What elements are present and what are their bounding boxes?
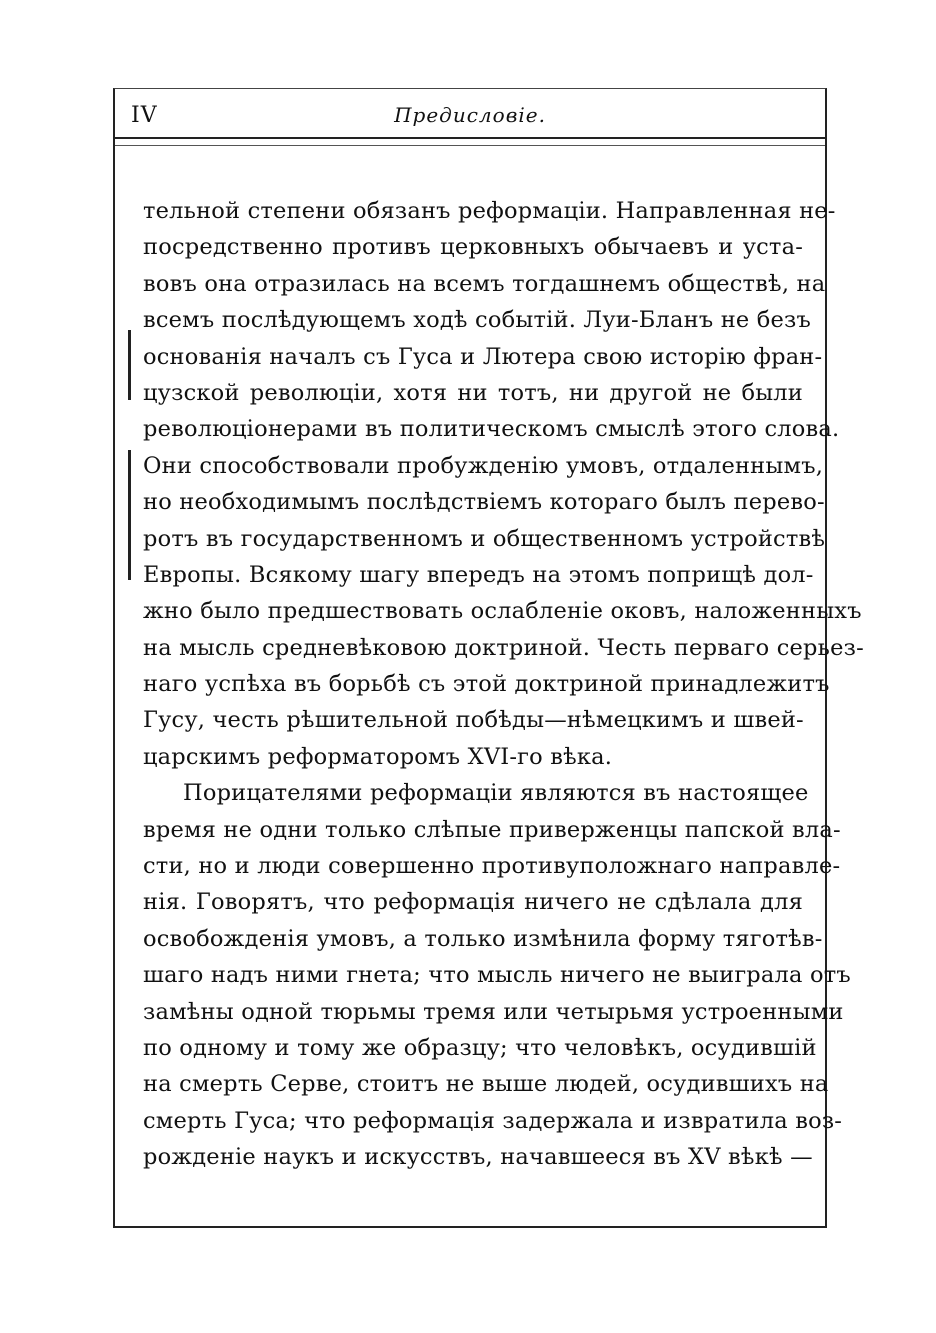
header-rule-thin bbox=[115, 145, 825, 146]
text-line: шаго надъ ними гнета; что мысль ничего не выиграла отъ bbox=[143, 962, 851, 989]
running-title: Предисловіе. bbox=[394, 103, 546, 127]
margin-mark-upper bbox=[128, 330, 131, 400]
text-line: Гусу, честь рѣшительной побѣды—нѣмецкимъ и швей- bbox=[143, 707, 804, 734]
page-header bbox=[115, 89, 825, 137]
text-line: революціонерами въ политическомъ смыслѣ этого слова. bbox=[143, 416, 840, 443]
page-frame bbox=[113, 88, 864, 1228]
text-line: Европы. Всякому шагу впередъ на этомъ поприщѣ дол- bbox=[143, 561, 814, 588]
text-line: время не одни только слѣпые приверженцы папской вла- bbox=[143, 816, 841, 843]
text-line: сти, но и люди совершенно противуположнаго направле- bbox=[143, 853, 841, 880]
text-line: но необходимымъ послѣдствіемъ котораго былъ перево- bbox=[143, 489, 825, 516]
text-line: вовъ она отразилась на всемъ тогдашнемъ обществѣ, на bbox=[143, 270, 826, 297]
text-line: основанія началъ съ Гуса и Лютера свою исторію фран- bbox=[143, 343, 823, 370]
text-line: замѣны одной тюрьмы тремя или четырьмя устроенными bbox=[143, 998, 844, 1025]
text-line: освобожденія умовъ, а только измѣнила форму тяготѣв- bbox=[143, 925, 823, 952]
text-line: царскимъ реформаторомъ XVI-го вѣка. bbox=[143, 743, 613, 770]
text-line: смерть Гуса; что реформація задержала и извратила воз- bbox=[143, 1107, 843, 1134]
text-line: рожденіе наукъ и искусствъ, начавшееся въ XV вѣкѣ — bbox=[143, 1144, 813, 1171]
text-line: Они способствовали пробужденію умовъ, отдаленнымъ, bbox=[143, 452, 824, 479]
text-line: наго успѣха въ борьбѣ съ этой доктриной принадлежитъ bbox=[143, 671, 830, 698]
text-line: на мысль средневѣковою доктриной. Честь перваго серьез- bbox=[143, 634, 864, 661]
text-line: ротъ въ государственномъ и общественномъ устройствѣ bbox=[143, 525, 826, 552]
margin-mark-lower bbox=[128, 450, 131, 580]
bottom-rule bbox=[115, 1226, 825, 1228]
page-number: IV bbox=[131, 103, 158, 128]
text-line: нія. Говорятъ, что реформація ничего не сдѣлала для bbox=[143, 889, 803, 916]
text-line: Порицателями реформаціи являются въ настоящее bbox=[183, 780, 809, 807]
text-line: всемъ послѣдующемъ ходѣ событій. Луи-Бланъ не безъ bbox=[143, 307, 812, 334]
text-line: тельной степени обязанъ реформаціи. Направленная не- bbox=[143, 198, 836, 224]
text-line: на смерть Серве, стоитъ не выше людей, осудившихъ на bbox=[143, 1071, 829, 1098]
body-text bbox=[143, 193, 864, 1176]
text-line: посредственно противъ церковныхъ обычаевъ и уста- bbox=[143, 234, 803, 261]
text-line: цузской революціи, хотя ни тотъ, ни другой не были bbox=[143, 379, 803, 406]
text-line: жно было предшествовать ослабленіе оковъ, наложенныхъ bbox=[143, 598, 862, 625]
text-line: по одному и тому же образцу; что человѣкъ, осудившій bbox=[143, 1034, 817, 1061]
header-rule bbox=[115, 137, 825, 139]
